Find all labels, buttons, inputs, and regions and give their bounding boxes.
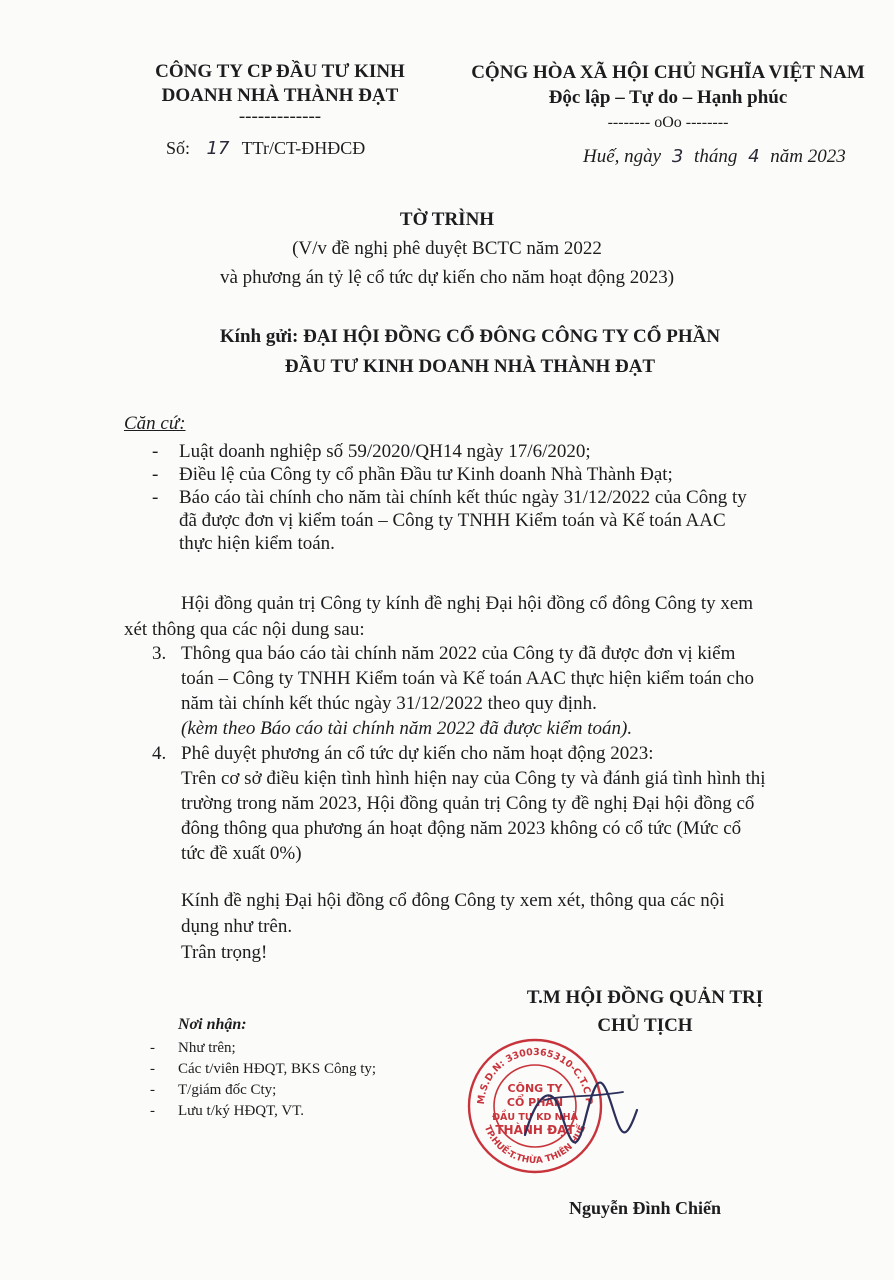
list-item [152, 486, 832, 555]
list-item [150, 1101, 480, 1122]
board-intro-line1: Hội đồng quản trị Công ty kính đề nghị Đại hội đồng cổ đông Công ty xem [181, 593, 754, 614]
svg-text:CỔ PHẦN: CỔ PHẦN [506, 1096, 564, 1109]
recipients-label: Nơi nhận: [178, 1016, 247, 1033]
basis-label: Căn cứ: [124, 413, 186, 434]
signature-title-line2: CHỦ TỊCH [597, 1015, 693, 1036]
subject-line2: và phương án tỷ lệ cổ tức dự kiến cho năm hoạt động 2023) [219, 267, 675, 288]
point-text: Phê duyệt phương án cổ tức dự kiến cho năm hoạt động 2023: [181, 743, 654, 764]
bullet-marker: - [150, 1103, 155, 1119]
handwritten-signature-icon [505, 1040, 655, 1180]
point-number: 3. [152, 643, 167, 664]
point-text: toán – Công ty TNHH Kiểm toán và Kế toán AAC thực hiện kiểm toán cho [181, 668, 754, 689]
list-item [152, 741, 842, 866]
number-value: 17 [206, 138, 230, 159]
number-code: TTr/CT-ĐHĐCĐ [241, 138, 366, 158]
point-text: trường trong năm 2023, Hội đồng quản trị Công ty đề nghị Đại hội đồng cổ [181, 793, 755, 814]
document-date [583, 146, 846, 168]
number-label: Số: [166, 138, 191, 158]
svg-text:THÀNH ĐẠT: THÀNH ĐẠT [495, 1123, 575, 1137]
basis-item-text: thực hiện kiểm toán. [179, 533, 335, 554]
subject-line1: (V/v đề nghị phê duyệt BCTC năm 2022 [292, 238, 602, 259]
recipient-item: T/giám đốc Cty; [178, 1082, 277, 1098]
list-item [150, 1059, 480, 1080]
header-right-separator: -------- oOo -------- [607, 114, 729, 131]
bullet-marker: - [150, 1061, 155, 1077]
point-text: đông thông qua phương án hoạt động năm 2023 không có cổ tức (Mức cổ [181, 818, 742, 839]
recipient-item: Như trên; [178, 1040, 236, 1056]
bullet-marker: - [150, 1040, 155, 1056]
svg-text:ĐẦU TƯ KD NHÀ: ĐẦU TƯ KD NHÀ [492, 1112, 578, 1123]
basis-item-text: Điều lệ của Công ty cổ phần Đầu tư Kinh doanh Nhà Thành Đạt; [179, 464, 673, 485]
company-name-line2: DOANH NHÀ THÀNH ĐẠT [161, 85, 399, 106]
recipient-block [140, 322, 800, 382]
point-note: (kèm theo Báo cáo tài chính năm 2022 đã được kiểm toán). [181, 718, 633, 739]
document-title: TỜ TRÌNH [399, 209, 495, 230]
point-number: 4. [152, 743, 167, 764]
bullet-marker: - [152, 487, 159, 508]
nation-name: CỘNG HÒA XÃ HỘI CHỦ NGHĨA VIỆT NAM [471, 62, 865, 83]
recipient-line1: Kính gửi: ĐẠI HỘI ĐỒNG CỔ ĐÔNG CÔNG TY CỔ PHẦN [219, 326, 721, 347]
date-day: 3 [671, 146, 684, 167]
closing-line1: Kính đề nghị Đại hội đồng cổ đông Công ty xem xét, thông qua các nội [181, 890, 725, 911]
svg-text:TP.HUẾ-T.THỪA THIÊN HUẾ: TP.HUẾ-T.THỪA THIÊN HUẾ [481, 1124, 589, 1167]
document-number [166, 138, 365, 159]
signature-title-line1: T.M HỘI ĐỒNG QUẢN TRỊ [526, 987, 764, 1008]
point-text: Trên cơ sở điều kiện tình hình hiện nay của Công ty và đánh giá tình hình thị [181, 768, 766, 789]
bullet-marker: - [152, 441, 159, 462]
list-item [152, 641, 842, 741]
recipient-item: Các t/viên HĐQT, BKS Công ty; [178, 1061, 377, 1077]
recipient-item: Lưu t/ký HĐQT, VT. [178, 1103, 305, 1119]
list-item [152, 463, 832, 486]
bullet-marker: - [150, 1082, 155, 1098]
basis-item-text: Báo cáo tài chính cho năm tài chính kết thúc ngày 31/12/2022 của Công ty [179, 487, 747, 508]
closing-paragraph [181, 888, 841, 966]
list-item [152, 440, 832, 463]
date-prefix: Huế, ngày [583, 146, 662, 167]
date-month-label: tháng [694, 146, 738, 167]
closing-line2: dụng như trên. [181, 916, 293, 937]
point-text: tức đề xuất 0%) [181, 843, 302, 864]
board-intro [124, 591, 841, 643]
signer-name: Nguyễn Đình Chiến [568, 1198, 722, 1218]
national-motto: Độc lập – Tự do – Hạnh phúc [548, 87, 788, 108]
recipients-list [150, 1014, 480, 1122]
company-name-line1: CÔNG TY CP ĐẦU TƯ KINH [155, 61, 405, 82]
point-text: Thông qua báo cáo tài chính năm 2022 của Công ty đã được đơn vị kiểm [181, 643, 736, 664]
recipient-line2: ĐẦU TƯ KINH DOANH NHÀ THÀNH ĐẠT [284, 356, 656, 377]
national-header [458, 60, 878, 135]
list-item [150, 1038, 480, 1059]
closing-regards: Trân trọng! [181, 942, 268, 963]
company-header [110, 60, 450, 127]
bullet-marker: - [152, 464, 159, 485]
header-left-separator: ------------- [238, 106, 322, 127]
board-intro-line2: xét thông qua các nội dung sau: [124, 619, 365, 640]
proposal-points [152, 641, 842, 866]
basis-item-text: đã được đơn vị kiểm toán – Công ty TNHH Kiểm toán và Kế toán AAC [179, 510, 726, 531]
document-title-block [0, 205, 894, 292]
svg-text:CÔNG TY: CÔNG TY [507, 1082, 563, 1095]
basis-item-text: Luật doanh nghiệp số 59/2020/QH14 ngày 17/6/2020; [179, 441, 591, 462]
date-year: năm 2023 [770, 146, 846, 167]
date-month: 4 [748, 146, 760, 167]
point-text: năm tài chính kết thúc ngày 31/12/2022 theo quy định. [181, 693, 597, 714]
svg-text:M.S.D.N: 3300365310-C.T.C.P: M.S.D.N: 3300365310-C.T.C.P [475, 1046, 595, 1105]
basis-list [152, 440, 832, 555]
list-item [150, 1080, 480, 1101]
